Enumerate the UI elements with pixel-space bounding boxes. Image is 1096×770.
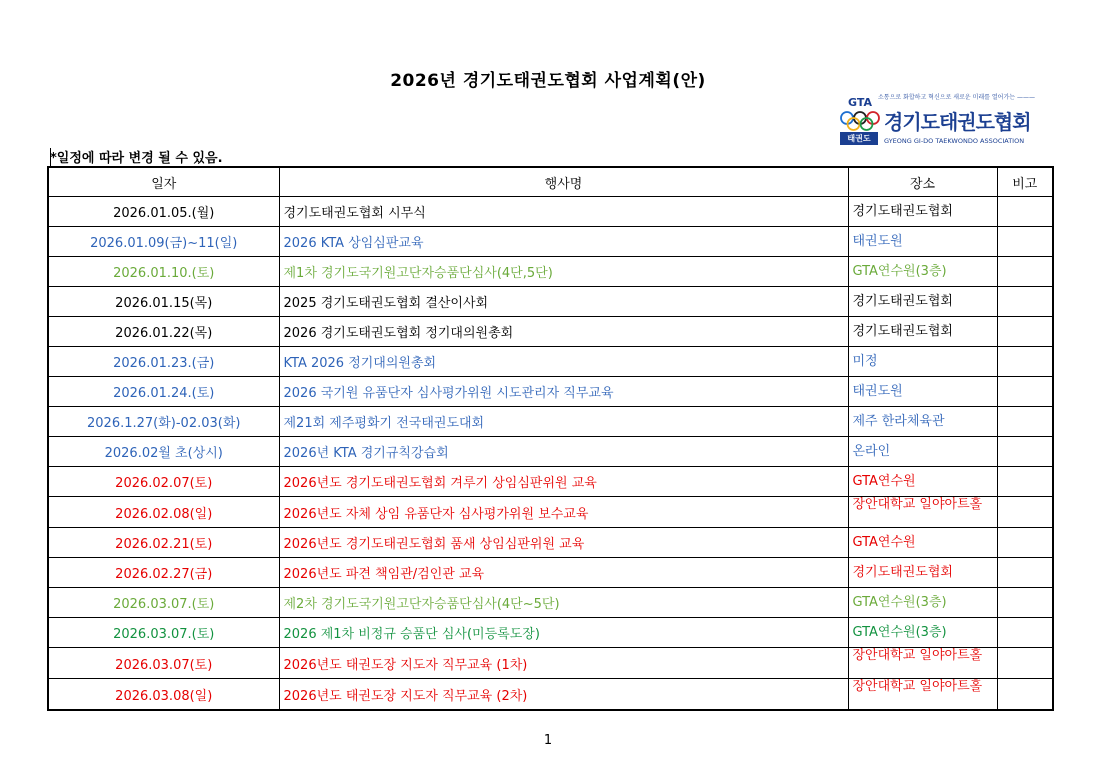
page-number: 1 [543,733,553,748]
cell-place [848,528,997,558]
cell-note [997,497,1053,528]
cell-place [848,618,997,648]
cell-note [997,618,1053,648]
table-row [48,588,1053,618]
cell-place [848,377,997,407]
cell-note [997,227,1053,257]
cell-event: 2026년도 태권도장 지도자 직무교육 (2차) [279,679,848,711]
cell-date: 2026.02.27(금) [48,558,279,588]
table-row [48,317,1053,347]
cell-note [997,197,1053,227]
cell-place [848,347,997,377]
table-row [48,558,1053,588]
cell-place-text: 제주 한라체육관 [852,413,945,429]
cell-place [848,679,997,711]
cell-event: KTA 2026 정기대의원총회 [279,347,848,377]
cell-event: 2026 제1차 비정규 승품단 심사(미등록도장) [279,618,848,648]
cell-place-text: GTA연수원 [852,473,916,489]
cell-event: 2026년도 경기도태권도협회 겨루기 상임심판위원 교육 [279,467,848,497]
cell-date: 2026.01.22(목) [48,317,279,347]
cell-place-text: 경기도태권도협회 [852,564,953,580]
cell-place [848,648,997,679]
table-row [48,377,1053,407]
table-row [48,528,1053,558]
table-row [48,497,1053,528]
cell-note [997,648,1053,679]
table-row [48,618,1053,648]
cell-place [848,588,997,618]
cell-event: 2026 KTA 상임심판교육 [279,227,848,257]
cell-place [848,558,997,588]
cell-place [848,227,997,257]
cell-date: 2026.01.23.(금) [48,347,279,377]
cell-event: 2026년도 파견 책임관/검인관 교육 [279,558,848,588]
cell-date: 2026.02.21(토) [48,528,279,558]
cell-note [997,317,1053,347]
cell-place [848,407,997,437]
cell-event: 2026년도 태권도장 지도자 직무교육 (1차) [279,648,848,679]
table-row [48,679,1053,711]
cell-date: 2026.01.09(금)~11(일) [48,227,279,257]
gta-mark-text: GTA [848,96,872,109]
cell-note [997,407,1053,437]
cell-date: 2026.02.08(일) [48,497,279,528]
cell-place [848,317,997,347]
cell-date: 2026.01.24.(토) [48,377,279,407]
header-date: 일자 [48,167,279,197]
cell-date: 2026.03.07.(토) [48,588,279,618]
logo-tagline: 소통으로 화합하고 혁신으로 새로운 미래를 열어가는 ——— [878,94,1035,101]
cell-event: 2026년도 경기도태권도협회 품새 상임심판위원 교육 [279,528,848,558]
cell-note [997,467,1053,497]
table-row [48,197,1053,227]
cell-date: 2026.03.07.(토) [48,618,279,648]
cell-note [997,679,1053,711]
cell-place-text: 태권도원 [852,233,903,249]
table-row [48,257,1053,287]
cell-place-text: 장안대학교 일야아트홀 [852,679,983,694]
header-event: 행사명 [279,167,848,197]
logo-english-name: GYEONG GI-DO TAEKWONDO ASSOCIATION [884,137,1025,145]
cell-place-text: GTA연수원 [852,534,916,550]
cell-place [848,257,997,287]
cell-event: 제21회 제주평화기 전국태권도대회 [279,407,848,437]
cell-place [848,497,997,528]
cell-place [848,197,997,227]
cell-event: 경기도태권도협회 시무식 [279,197,848,227]
table-row [48,648,1053,679]
cell-place-text: 온라인 [852,443,891,459]
table-header-row [48,167,1053,197]
cell-event: 2026년 KTA 경기규칙강습회 [279,437,848,467]
cell-place [848,287,997,317]
cell-place-text: GTA연수원(3층) [852,624,947,640]
cell-note [997,257,1053,287]
cell-note [997,347,1053,377]
cell-place-text: 장안대학교 일야아트홀 [852,648,983,663]
cell-place-text: 태권도원 [852,383,903,399]
cell-place-text: 경기도태권도협회 [852,323,953,339]
table-row [48,467,1053,497]
cell-event: 2026 국기원 유품단자 심사평가위원 시도관리자 직무교육 [279,377,848,407]
header-place: 장소 [848,167,997,197]
association-logo [838,92,1038,150]
header-note: 비고 [997,167,1053,197]
table-row [48,347,1053,377]
cell-event: 2026년도 자체 상임 유품단자 심사평가위원 보수교육 [279,497,848,528]
cell-place-text: 미정 [852,353,878,369]
schedule-table [47,166,1054,711]
table-row [48,287,1053,317]
schedule-notice: *일정에 따라 변경 될 수 있음. [50,151,223,166]
table-row [48,227,1053,257]
cell-date: 2026.02.07(토) [48,467,279,497]
logo-badge: 태권도 [840,132,878,145]
cell-place-text: GTA연수원(3층) [852,263,947,279]
cell-date: 2026.02월 초(상시) [48,437,279,467]
cell-place-text: 경기도태권도협회 [852,203,953,219]
cell-note [997,287,1053,317]
cell-date: 2026.01.10.(토) [48,257,279,287]
cell-event: 제1차 경기도국기원고단자승품단심사(4단,5단) [279,257,848,287]
cell-note [997,528,1053,558]
page-title: 2026년 경기도태권도협회 사업계획(안) [390,71,706,91]
logo-name: 경기도태권도협회 [884,110,1031,134]
cell-place [848,437,997,467]
cell-date: 2026.03.07(토) [48,648,279,679]
cell-date: 2026.01.15(목) [48,287,279,317]
cell-place-text: GTA연수원(3층) [852,594,947,610]
cell-date: 2026.1.27(화)-02.03(화) [48,407,279,437]
cell-date: 2026.03.08(일) [48,679,279,711]
table-row [48,437,1053,467]
cell-place-text: 경기도태권도협회 [852,293,953,309]
cell-note [997,437,1053,467]
cell-event: 제2차 경기도국기원고단자승품단심사(4단~5단) [279,588,848,618]
cell-event: 2026 경기도태권도협회 정기대의원총회 [279,317,848,347]
cell-place-text: 장안대학교 일야아트홀 [852,497,983,512]
cell-event: 2025 경기도태권도협회 결산이사회 [279,287,848,317]
cell-note [997,377,1053,407]
cell-date: 2026.01.05.(월) [48,197,279,227]
cell-note [997,558,1053,588]
table-row [48,407,1053,437]
cell-place [848,467,997,497]
cell-note [997,588,1053,618]
